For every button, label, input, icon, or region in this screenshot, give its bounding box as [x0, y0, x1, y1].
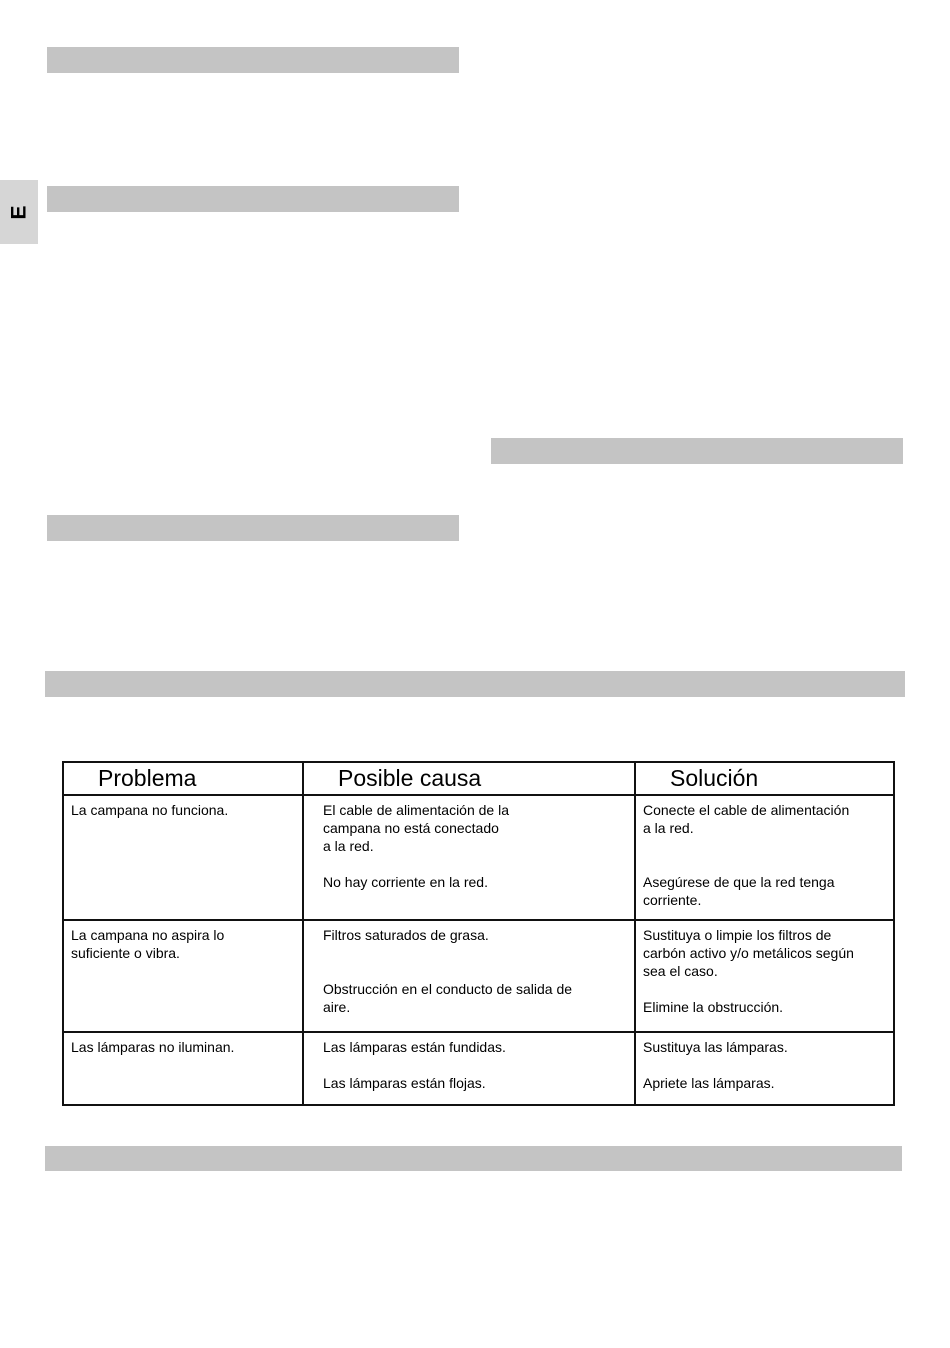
language-tab-label: E	[7, 204, 31, 220]
problem-text: Las lámparas no iluminan.	[71, 1039, 235, 1055]
solution-text: Elimine la obstrucción.	[643, 999, 784, 1015]
cause-cell	[303, 920, 635, 1032]
cause-text: Obstrucción en el conducto de salida de aire.	[323, 981, 573, 1015]
cause-text: Las lámparas están fundidas.	[323, 1039, 506, 1055]
troubleshooting-table	[62, 761, 895, 1106]
problem-cell	[63, 795, 303, 920]
solution-text: Sustituya o limpie los filtros de carbón activo y/o metálicos según sea el caso.	[643, 927, 854, 979]
solution-cell	[635, 1032, 894, 1105]
header-cause: Posible causa	[303, 762, 635, 795]
problem-cell	[63, 1032, 303, 1105]
section-bar-6	[45, 1146, 902, 1171]
solution-cell	[635, 920, 894, 1032]
problem-cell	[63, 920, 303, 1032]
table-row	[63, 1032, 894, 1105]
section-bar-troubleshooting	[45, 671, 905, 697]
section-bar-3	[491, 438, 903, 464]
solution-text: Sustituya las lámparas.	[643, 1039, 788, 1055]
cause-cell	[303, 795, 635, 920]
section-bar-4	[47, 515, 459, 541]
solution-text: Asegúrese de que la red tenga corriente.	[643, 874, 835, 908]
cause-text: No hay corriente en la red.	[323, 874, 488, 890]
language-tab	[0, 180, 38, 244]
cause-text: Las lámparas están flojas.	[323, 1075, 486, 1091]
cause-text: Filtros saturados de grasa.	[323, 927, 489, 943]
cause-cell	[303, 1032, 635, 1105]
table-row	[63, 920, 894, 1032]
problem-text: La campana no funciona.	[71, 802, 229, 818]
solution-cell	[635, 795, 894, 920]
table-header-row	[63, 762, 894, 795]
cause-text: El cable de alimentación de la campana no está conectado a la red.	[323, 802, 510, 854]
table-row	[63, 795, 894, 920]
problem-text: La campana no aspira lo suficiente o vibra.	[71, 927, 225, 961]
solution-text: Conecte el cable de alimentación a la red.	[643, 802, 850, 836]
section-bar-2	[47, 186, 459, 212]
header-problem: Problema	[63, 762, 303, 795]
solution-text: Apriete las lámparas.	[643, 1075, 775, 1091]
header-solution: Solución	[635, 762, 894, 795]
section-bar-1	[47, 47, 459, 73]
